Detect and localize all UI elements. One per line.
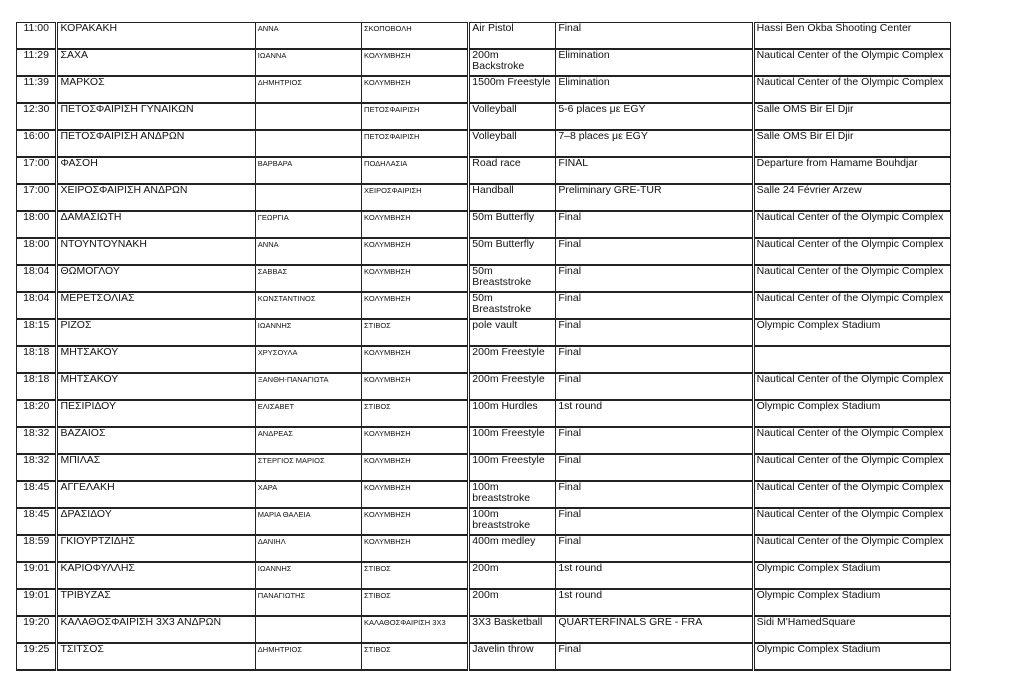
venue-cell: Hassi Ben Okba Shooting Center bbox=[753, 23, 950, 50]
phase-cell: Final bbox=[556, 643, 753, 670]
first-name-cell: ΜΑΡΙΑ ΘΑΛΕΙΑ bbox=[255, 508, 361, 535]
table-row bbox=[17, 265, 951, 292]
first-name-cell: ΙΩΑΝΝΗΣ bbox=[255, 319, 361, 346]
venue-cell: Nautical Center of the Olympic Complex bbox=[753, 481, 950, 508]
first-name-cell: ΒΑΡΒΑΡΑ bbox=[255, 157, 361, 184]
first-name-cell: ΙΩΑΝΝΑ bbox=[255, 49, 361, 76]
first-name-cell: ΓΕΩΡΓΙΑ bbox=[255, 211, 361, 238]
table-row bbox=[17, 481, 951, 508]
venue-cell: Nautical Center of the Olympic Complex bbox=[753, 49, 950, 76]
sport-cell: ΣΚΟΠΟΒΟΛΗ bbox=[362, 23, 469, 50]
venue-cell: Nautical Center of the Olympic Complex bbox=[753, 454, 950, 481]
phase-cell: FINAL bbox=[556, 157, 753, 184]
event-cell: 200m bbox=[469, 589, 556, 616]
first-name-cell: ΑΝΝΑ bbox=[255, 238, 361, 265]
event-cell: Volleyball bbox=[469, 103, 556, 130]
athlete-name-cell: ΠΕΤΟΣΦΑΙΡΙΣΗ ΓΥΝΑΙΚΩΝ bbox=[57, 103, 255, 130]
first-name-cell bbox=[255, 130, 361, 157]
sport-cell: ΚΟΛΥΜΒΗΣΗ bbox=[362, 211, 469, 238]
venue-cell: Nautical Center of the Olympic Complex bbox=[753, 427, 950, 454]
venue-cell: Salle OMS Bir El Djir bbox=[753, 103, 950, 130]
phase-cell: QUARTERFINALS GRE - FRA bbox=[556, 616, 753, 643]
phase-cell: Final bbox=[556, 265, 753, 292]
time-cell: 18:32 bbox=[17, 454, 57, 481]
table-row bbox=[17, 454, 951, 481]
venue-cell: Nautical Center of the Olympic Complex bbox=[753, 238, 950, 265]
athlete-name-cell: ΡΙΖΟΣ bbox=[57, 319, 255, 346]
time-cell: 18:04 bbox=[17, 265, 57, 292]
athlete-name-cell: ΝΤΟΥΝΤΟΥΝΑΚΗ bbox=[57, 238, 255, 265]
event-cell: Volleyball bbox=[469, 130, 556, 157]
first-name-cell bbox=[255, 184, 361, 211]
event-cell: Road race bbox=[469, 157, 556, 184]
sport-cell: ΚΟΛΥΜΒΗΣΗ bbox=[362, 508, 469, 535]
sport-cell: ΚΟΛΥΜΒΗΣΗ bbox=[362, 265, 469, 292]
event-cell: Air Pistol bbox=[469, 23, 556, 50]
first-name-cell: ΕΛΙΣΑΒΕΤ bbox=[255, 400, 361, 427]
schedule-table bbox=[16, 22, 951, 671]
phase-cell: 1st round bbox=[556, 562, 753, 589]
phase-cell: Final bbox=[556, 454, 753, 481]
time-cell: 18:04 bbox=[17, 292, 57, 319]
phase-cell: Elimination bbox=[556, 49, 753, 76]
athlete-name-cell: ΜΗΤΣΑΚΟΥ bbox=[57, 373, 255, 400]
first-name-cell: ΧΡΥΣΟΥΛΑ bbox=[255, 346, 361, 373]
time-cell: 18:15 bbox=[17, 319, 57, 346]
time-cell: 18:32 bbox=[17, 427, 57, 454]
phase-cell: Final bbox=[556, 535, 753, 562]
time-cell: 18:45 bbox=[17, 481, 57, 508]
time-cell: 16:00 bbox=[17, 130, 57, 157]
phase-cell: 7–8 places με EGY bbox=[556, 130, 753, 157]
schedule-body bbox=[17, 23, 951, 671]
phase-cell: Final bbox=[556, 238, 753, 265]
event-cell: pole vault bbox=[469, 319, 556, 346]
venue-cell: Olympic Complex Stadium bbox=[753, 400, 950, 427]
time-cell: 18:20 bbox=[17, 400, 57, 427]
venue-cell: Salle OMS Bir El Djir bbox=[753, 130, 950, 157]
time-cell: 17:00 bbox=[17, 157, 57, 184]
time-cell: 18:00 bbox=[17, 238, 57, 265]
table-row bbox=[17, 211, 951, 238]
first-name-cell: ΞΑΝΘΗ-ΠΑΝΑΓΙΩΤΑ bbox=[255, 373, 361, 400]
event-cell: 3X3 Basketball bbox=[469, 616, 556, 643]
table-row bbox=[17, 319, 951, 346]
phase-cell: Final bbox=[556, 373, 753, 400]
event-cell: 200m Freestyle bbox=[469, 346, 556, 373]
athlete-name-cell: ΣΑΧΑ bbox=[57, 49, 255, 76]
athlete-name-cell: ΜΕΡΕΤΣΟΛΙΑΣ bbox=[57, 292, 255, 319]
table-row bbox=[17, 49, 951, 76]
athlete-name-cell: ΒΑΖΑΙΟΣ bbox=[57, 427, 255, 454]
table-row bbox=[17, 130, 951, 157]
venue-cell: Nautical Center of the Olympic Complex bbox=[753, 508, 950, 535]
phase-cell: Final bbox=[556, 346, 753, 373]
table-row bbox=[17, 616, 951, 643]
time-cell: 19:01 bbox=[17, 562, 57, 589]
event-cell: 200m Freestyle bbox=[469, 373, 556, 400]
venue-cell: Olympic Complex Stadium bbox=[753, 319, 950, 346]
table-row bbox=[17, 373, 951, 400]
event-cell: 50m Butterfly bbox=[469, 238, 556, 265]
sport-cell: ΚΟΛΥΜΒΗΣΗ bbox=[362, 238, 469, 265]
venue-cell bbox=[753, 346, 950, 373]
athlete-name-cell: ΔΡΑΣΙΔΟΥ bbox=[57, 508, 255, 535]
table-row bbox=[17, 400, 951, 427]
venue-cell: Nautical Center of the Olympic Complex bbox=[753, 535, 950, 562]
sport-cell: ΧΕΙΡΟΣΦΑΙΡΙΣΗ bbox=[362, 184, 469, 211]
table-row bbox=[17, 76, 951, 103]
venue-cell: Nautical Center of the Olympic Complex bbox=[753, 76, 950, 103]
table-row bbox=[17, 427, 951, 454]
venue-cell: Nautical Center of the Olympic Complex bbox=[753, 211, 950, 238]
time-cell: 18:18 bbox=[17, 346, 57, 373]
sport-cell: ΣΤΙΒΟΣ bbox=[362, 589, 469, 616]
event-cell: Handball bbox=[469, 184, 556, 211]
event-cell: 200m Backstroke bbox=[469, 49, 556, 76]
event-cell: Javelin throw bbox=[469, 643, 556, 670]
sport-cell: ΚΟΛΥΜΒΗΣΗ bbox=[362, 535, 469, 562]
table-row bbox=[17, 23, 951, 50]
athlete-name-cell: ΤΣΙΤΣΟΣ bbox=[57, 643, 255, 670]
phase-cell: Final bbox=[556, 427, 753, 454]
table-row bbox=[17, 184, 951, 211]
phase-cell: Elimination bbox=[556, 76, 753, 103]
phase-cell: 5-6 places με EGY bbox=[556, 103, 753, 130]
sport-cell: ΚΟΛΥΜΒΗΣΗ bbox=[362, 481, 469, 508]
athlete-name-cell: ΚΑΛΑΘΟΣΦΑΙΡΙΣΗ 3Χ3 ΑΝΔΡΩΝ bbox=[57, 616, 255, 643]
phase-cell: Final bbox=[556, 508, 753, 535]
table-row bbox=[17, 238, 951, 265]
table-row bbox=[17, 103, 951, 130]
time-cell: 11:00 bbox=[17, 23, 57, 50]
phase-cell: Final bbox=[556, 319, 753, 346]
time-cell: 11:29 bbox=[17, 49, 57, 76]
first-name-cell: ΙΩΑΝΝΗΣ bbox=[255, 562, 361, 589]
time-cell: 12:30 bbox=[17, 103, 57, 130]
phase-cell: 1st round bbox=[556, 589, 753, 616]
first-name-cell: ΣΤΕΡΓΙΟΣ ΜΑΡΙΟΣ bbox=[255, 454, 361, 481]
sport-cell: ΠΕΤΟΣΦΑΙΡΙΣΗ bbox=[362, 103, 469, 130]
sport-cell: ΣΤΙΒΟΣ bbox=[362, 643, 469, 670]
event-cell: 50m Breaststroke bbox=[469, 265, 556, 292]
athlete-name-cell: ΧΕΙΡΟΣΦΑΙΡΙΣΗ ΑΝΔΡΩΝ bbox=[57, 184, 255, 211]
venue-cell: Olympic Complex Stadium bbox=[753, 589, 950, 616]
sport-cell: ΣΤΙΒΟΣ bbox=[362, 562, 469, 589]
athlete-name-cell: ΠΕΤΟΣΦΑΙΡΙΣΗ ΑΝΔΡΩΝ bbox=[57, 130, 255, 157]
venue-cell: Nautical Center of the Olympic Complex bbox=[753, 292, 950, 319]
sport-cell: ΠΟΔΗΛΑΣΙΑ bbox=[362, 157, 469, 184]
sport-cell: ΚΟΛΥΜΒΗΣΗ bbox=[362, 346, 469, 373]
athlete-name-cell: ΑΓΓΕΛΑΚΗ bbox=[57, 481, 255, 508]
venue-cell: Olympic Complex Stadium bbox=[753, 562, 950, 589]
phase-cell: 1st round bbox=[556, 400, 753, 427]
athlete-name-cell: ΠΕΣΙΡΙΔΟΥ bbox=[57, 400, 255, 427]
venue-cell: Olympic Complex Stadium bbox=[753, 643, 950, 670]
athlete-name-cell: ΚΑΡΙΟΦΥΛΛΗΣ bbox=[57, 562, 255, 589]
athlete-name-cell: ΓΚΙΟΥΡΤΖΙΔΗΣ bbox=[57, 535, 255, 562]
event-cell: 200m bbox=[469, 562, 556, 589]
event-cell: 100m breaststroke bbox=[469, 508, 556, 535]
time-cell: 18:18 bbox=[17, 373, 57, 400]
first-name-cell: ΑΝΝΑ bbox=[255, 23, 361, 50]
first-name-cell: ΑΝΔΡΕΑΣ bbox=[255, 427, 361, 454]
sport-cell: ΚΟΛΥΜΒΗΣΗ bbox=[362, 427, 469, 454]
event-cell: 50m Butterfly bbox=[469, 211, 556, 238]
table-row bbox=[17, 292, 951, 319]
table-row bbox=[17, 346, 951, 373]
time-cell: 18:59 bbox=[17, 535, 57, 562]
table-row bbox=[17, 589, 951, 616]
athlete-name-cell: ΚΟΡΑΚΑΚΗ bbox=[57, 23, 255, 50]
first-name-cell: ΔΗΜΗΤΡΙΟΣ bbox=[255, 76, 361, 103]
phase-cell: Final bbox=[556, 211, 753, 238]
time-cell: 19:25 bbox=[17, 643, 57, 670]
table-row bbox=[17, 643, 951, 670]
event-cell: 50m Breaststroke bbox=[469, 292, 556, 319]
athlete-name-cell: ΔΑΜΑΣΙΩΤΗ bbox=[57, 211, 255, 238]
sport-cell: ΚΟΛΥΜΒΗΣΗ bbox=[362, 76, 469, 103]
venue-cell: Departure from Hamame Bouhdjar bbox=[753, 157, 950, 184]
first-name-cell: ΧΑΡΑ bbox=[255, 481, 361, 508]
sport-cell: ΚΟΛΥΜΒΗΣΗ bbox=[362, 454, 469, 481]
first-name-cell bbox=[255, 616, 361, 643]
time-cell: 17:00 bbox=[17, 184, 57, 211]
sport-cell: ΚΑΛΑΘΟΣΦΑΙΡΙΣΗ 3Χ3 bbox=[362, 616, 469, 643]
athlete-name-cell: ΜΗΤΣΑΚΟΥ bbox=[57, 346, 255, 373]
sport-cell: ΠΕΤΟΣΦΑΙΡΙΣΗ bbox=[362, 130, 469, 157]
phase-cell: Final bbox=[556, 23, 753, 50]
phase-cell: Final bbox=[556, 292, 753, 319]
athlete-name-cell: ΦΑΣΟΗ bbox=[57, 157, 255, 184]
first-name-cell bbox=[255, 103, 361, 130]
venue-cell: Nautical Center of the Olympic Complex bbox=[753, 373, 950, 400]
time-cell: 11:39 bbox=[17, 76, 57, 103]
event-cell: 100m Hurdles bbox=[469, 400, 556, 427]
table-row bbox=[17, 157, 951, 184]
time-cell: 19:01 bbox=[17, 589, 57, 616]
sport-cell: ΣΤΙΒΟΣ bbox=[362, 400, 469, 427]
venue-cell: Salle 24 Février Arzew bbox=[753, 184, 950, 211]
athlete-name-cell: ΘΩΜΟΓΛΟΥ bbox=[57, 265, 255, 292]
first-name-cell: ΔΑΝΙΗΛ bbox=[255, 535, 361, 562]
phase-cell: Preliminary GRE-TUR bbox=[556, 184, 753, 211]
venue-cell: Nautical Center of the Olympic Complex bbox=[753, 265, 950, 292]
sport-cell: ΣΤΙΒΟΣ bbox=[362, 319, 469, 346]
event-cell: 100m Freestyle bbox=[469, 427, 556, 454]
first-name-cell: ΚΩΝΣΤΑΝΤΙΝΟΣ bbox=[255, 292, 361, 319]
event-cell: 100m Freestyle bbox=[469, 454, 556, 481]
time-cell: 18:45 bbox=[17, 508, 57, 535]
event-cell: 400m medley bbox=[469, 535, 556, 562]
time-cell: 18:00 bbox=[17, 211, 57, 238]
table-row bbox=[17, 562, 951, 589]
event-cell: 1500m Freestyle bbox=[469, 76, 556, 103]
athlete-name-cell: ΜΑΡΚΟΣ bbox=[57, 76, 255, 103]
first-name-cell: ΔΗΜΗΤΡΙΟΣ bbox=[255, 643, 361, 670]
table-row bbox=[17, 535, 951, 562]
sport-cell: ΚΟΛΥΜΒΗΣΗ bbox=[362, 373, 469, 400]
first-name-cell: ΣΑΒΒΑΣ bbox=[255, 265, 361, 292]
sport-cell: ΚΟΛΥΜΒΗΣΗ bbox=[362, 292, 469, 319]
first-name-cell: ΠΑΝΑΓΙΩΤΗΣ bbox=[255, 589, 361, 616]
sport-cell: ΚΟΛΥΜΒΗΣΗ bbox=[362, 49, 469, 76]
time-cell: 19:20 bbox=[17, 616, 57, 643]
table-row bbox=[17, 508, 951, 535]
venue-cell: Sidi M'HamedSquare bbox=[753, 616, 950, 643]
phase-cell: Final bbox=[556, 481, 753, 508]
athlete-name-cell: ΜΠΙΛΑΣ bbox=[57, 454, 255, 481]
event-cell: 100m breaststroke bbox=[469, 481, 556, 508]
athlete-name-cell: ΤΡΙΒΥΖΑΣ bbox=[57, 589, 255, 616]
